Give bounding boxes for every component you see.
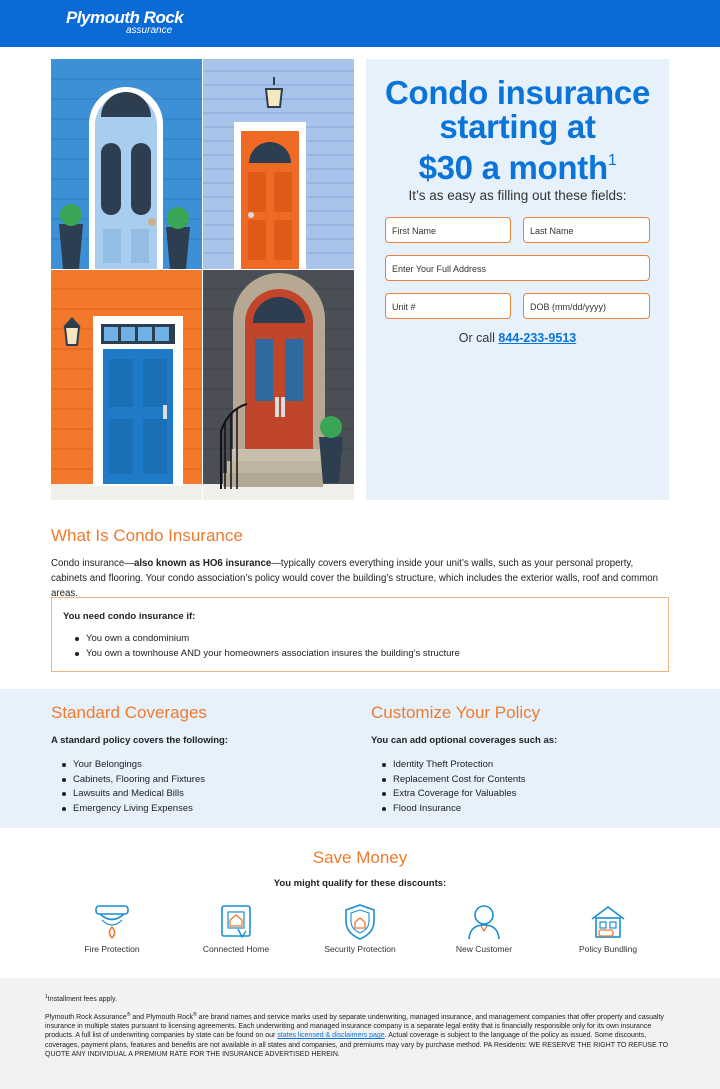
- discount-label: New Customer: [455, 944, 513, 954]
- first-name-input[interactable]: First Name: [385, 217, 511, 243]
- discount-policy-bundling: [546, 903, 670, 954]
- customize-sub: You can add optional coverages such as:: [371, 735, 558, 746]
- save-money-title: Save Money: [312, 848, 408, 867]
- standard-sub: A standard policy covers the following:: [51, 735, 229, 746]
- address-input[interactable]: Enter Your Full Address: [385, 255, 650, 281]
- customize-policy: [371, 703, 671, 817]
- discount-label: Security Protection: [324, 944, 396, 954]
- note-marker: 1: [45, 994, 48, 1000]
- quote-form-panel: [366, 59, 669, 500]
- legal-text-d: . Actual coverage is subject to the language of the policy as issued. Some discounts, coverages, payment plans, features and benefits are not available in all states and companies, and premiums may vary by purchase method. PA Residents: WE RESERVE THE RIGHT TO REFUSE TO QUOTE ANY INDIVIDUAL A PREMIUM RATE FOR THE INSURANCE ADVERTISED HEREIN.: [45, 1032, 669, 1058]
- list-item: You own a townhouse AND your homeowners association insures the building’s structure: [74, 647, 460, 662]
- legal-text-a: Plymouth Rock Assurance: [45, 1014, 127, 1021]
- unit-input[interactable]: Unit #: [385, 293, 511, 319]
- installment-note: [45, 994, 117, 1003]
- hero-headline: [366, 76, 669, 185]
- headline-line-1: Condo insurance: [384, 74, 651, 111]
- discount-connected-home: [174, 903, 298, 954]
- headline-footnote-marker: 1: [607, 152, 617, 169]
- security-shield-icon: [340, 903, 380, 941]
- discount-label: Policy Bundling: [578, 944, 638, 954]
- house-car-icon: [588, 903, 628, 941]
- legal-text-c: are brand names and service marks used by separate underwriting, managed insurance, and management companies that offer property and casualty insurance in multiple states pursuant to licensing agreements. Each underwriting and managed insurance company is a separate legal entity that is financially responsible only for its own insurance products. A full list of underwriting companies by state can be found on our: [45, 1014, 664, 1040]
- body-text-pre: Condo insurance—: [51, 558, 134, 569]
- brand-sub: assurance: [126, 25, 173, 36]
- last-name-input[interactable]: Last Name: [523, 217, 650, 243]
- headline-line-3: $30 a month: [418, 149, 608, 186]
- list-item: Flood Insurance: [381, 802, 671, 817]
- states-licensed-link[interactable]: states licensed & disclaimers page: [277, 1032, 385, 1040]
- discount-label: Fire Protection: [84, 944, 140, 954]
- need-title: You need condo insurance if:: [63, 611, 196, 622]
- brand-logo[interactable]: [66, 8, 184, 36]
- list-item: Your Belongings: [61, 758, 351, 773]
- list-item: Cabinets, Flooring and Fixtures: [61, 773, 351, 788]
- person-icon: [464, 903, 504, 941]
- condo-doors-illustration: [51, 59, 354, 500]
- note-text: Installment fees apply.: [47, 996, 117, 1003]
- site-header: [0, 0, 720, 47]
- phone-link[interactable]: 844-233-9513: [498, 331, 577, 345]
- dob-input[interactable]: DOB (mm/dd/yyyy): [523, 293, 650, 319]
- list-item: Extra Coverage for Valuables: [381, 787, 671, 802]
- discount-label: Connected Home: [202, 944, 270, 954]
- body-text-post: —typically covers everything inside your unit’s walls, such as your personal property, cabinets and flooring. Your condo association’s policy would cover the building’s structure, which includes the exterior walls, roof and common areas.: [51, 558, 659, 599]
- reg-mark: ®: [126, 1012, 131, 1018]
- footer: [0, 978, 720, 1089]
- form-subtitle: It’s as easy as filling out these fields:: [408, 188, 627, 203]
- call-line: [366, 331, 669, 345]
- body-text-bold: also known as HO6 insurance: [133, 558, 272, 569]
- list-item: Emergency Living Expenses: [61, 802, 351, 817]
- list-item: Replacement Cost for Contents: [381, 773, 671, 788]
- coverages-band: [0, 689, 720, 828]
- legal-disclaimer: [45, 1011, 675, 1059]
- list-item: You own a condominium: [74, 632, 460, 647]
- call-prefix: Or call: [458, 331, 495, 345]
- standard-coverages: [51, 703, 351, 817]
- standard-title: Standard Coverages: [51, 703, 207, 722]
- need-condo-insurance-box: [51, 597, 669, 672]
- smoke-detector-icon: [92, 903, 132, 941]
- headline-line-2: starting at: [439, 108, 596, 145]
- smart-home-icon: [216, 903, 256, 941]
- what-is-condo-body: [51, 556, 671, 601]
- discount-fire-protection: [50, 903, 174, 954]
- brand-name: Plymouth Rock: [66, 8, 184, 27]
- list-item: Identity Theft Protection: [381, 758, 671, 773]
- save-money-sub: You might qualify for these discounts:: [273, 878, 447, 889]
- legal-text-b: and Plymouth Rock: [130, 1014, 194, 1021]
- discount-security-protection: [298, 903, 422, 954]
- what-is-condo-title: What Is Condo Insurance: [51, 526, 243, 545]
- discount-new-customer: [422, 903, 546, 954]
- customize-title: Customize Your Policy: [371, 703, 541, 722]
- reg-mark: ®: [193, 1012, 197, 1018]
- list-item: Lawsuits and Medical Bills: [61, 787, 351, 802]
